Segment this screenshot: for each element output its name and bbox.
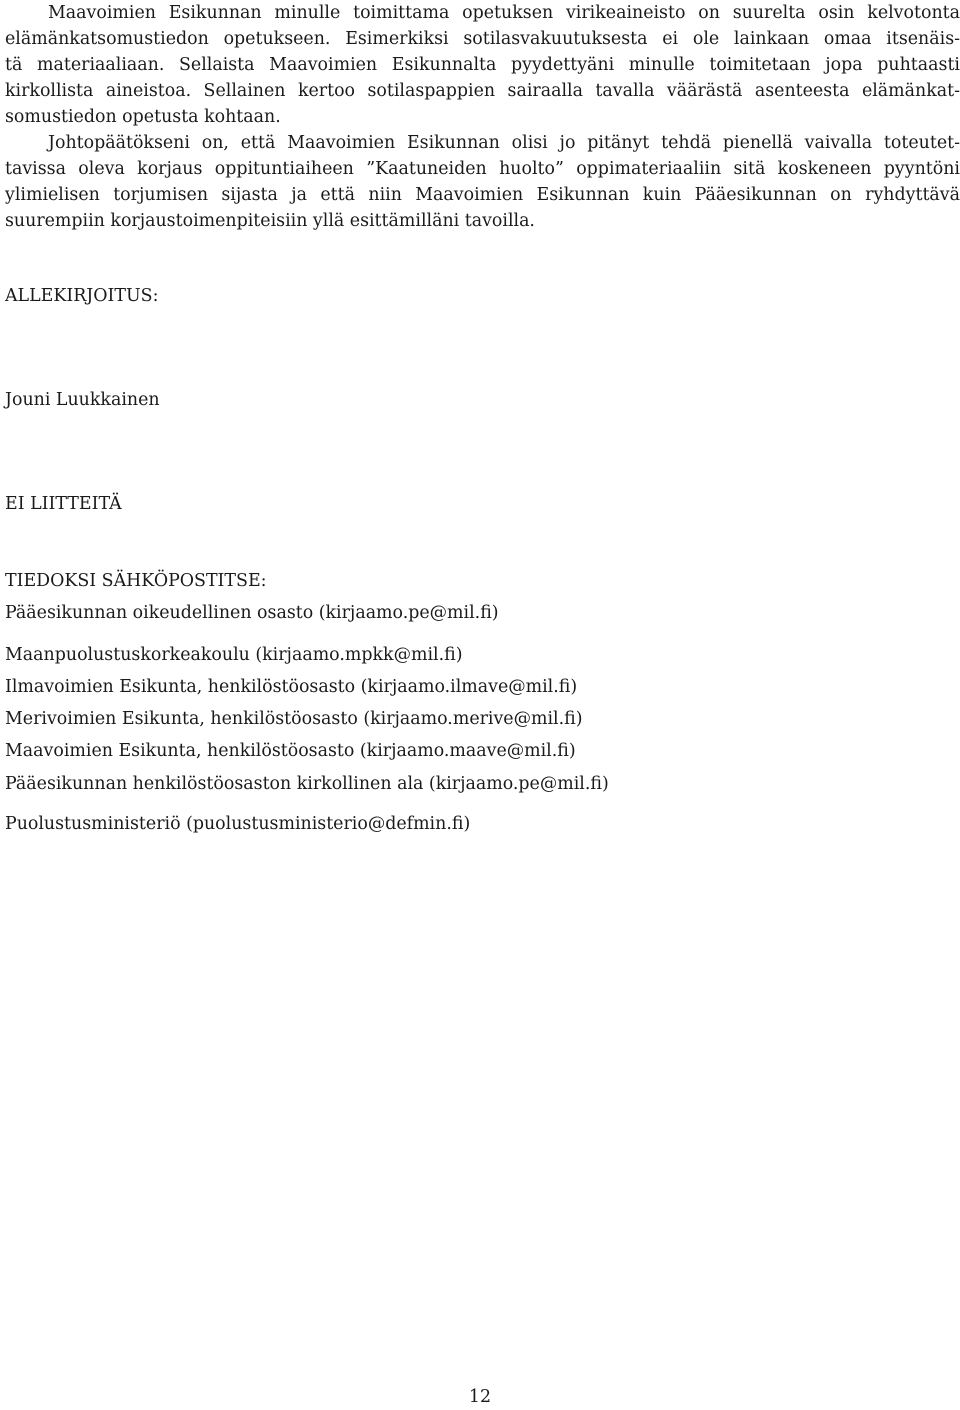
cc-recipient: Merivoimien Esikunta, henkilöstöosasto (kirjaamo.merive@mil.fi) bbox=[5, 709, 583, 729]
signature-label: ALLEKIRJOITUS: bbox=[5, 286, 159, 306]
body-line: elämänkatsomustiedon opetukseen. Esimerkiksi sotilasvakuutuksesta ei ole lainkaan omaa itsenäis- bbox=[5, 29, 960, 49]
cc-recipient: Pääesikunnan henkilöstöosaston kirkollinen ala (kirjaamo.pe@mil.fi) bbox=[5, 774, 609, 794]
body-text bbox=[5, 0, 960, 234]
cc-recipient: Puolustusministeriö (puolustusministerio@defmin.fi) bbox=[5, 814, 471, 834]
cc-recipient: Maavoimien Esikunta, henkilöstöosasto (kirjaamo.maave@mil.fi) bbox=[5, 741, 576, 761]
attachments-label: EI LIITTEITÄ bbox=[5, 494, 122, 514]
body-line: tavissa oleva korjaus oppituntiaiheen ”Kaatuneiden huolto” oppimateriaaliin sitä koskeneen pyyntöni bbox=[5, 159, 960, 179]
body-line: somustiedon opetusta kohtaan. bbox=[5, 107, 281, 127]
body-line: Johtopäätökseni on, että Maavoimien Esikunnan olisi jo pitänyt tehdä pienellä vaivalla toteutet- bbox=[48, 133, 960, 153]
body-line: kirkollista aineistoa. Sellainen kertoo sotilaspappien sairaalla tavalla väärästä asenteesta elämänkat- bbox=[5, 81, 960, 101]
cc-recipient: Ilmavoimien Esikunta, henkilöstöosasto (kirjaamo.ilmave@mil.fi) bbox=[5, 677, 578, 697]
signer-name: Jouni Luukkainen bbox=[5, 390, 160, 410]
cc-label: TIEDOKSI SÄHKÖPOSTITSE: bbox=[5, 571, 267, 591]
body-line: tä materiaaliaan. Sellaista Maavoimien Esikunnalta pyydettyäni minulle toimitetaan jopa puhtaasti bbox=[5, 55, 960, 75]
body-line: ylimielisen torjumisen sijasta ja että niin Maavoimien Esikunnan kuin Pääesikunnan on ryhdyttävä bbox=[5, 185, 960, 205]
cc-recipient: Maanpuolustuskorkeakoulu (kirjaamo.mpkk@mil.fi) bbox=[5, 645, 463, 665]
page-number: 12 bbox=[468, 1387, 492, 1407]
body-line: Maavoimien Esikunnan minulle toimittama opetuksen virikeaineisto on suurelta osin kelvotonta bbox=[48, 3, 960, 23]
cc-recipient: Pääesikunnan oikeudellinen osasto (kirjaamo.pe@mil.fi) bbox=[5, 603, 499, 623]
body-line: suurempiin korjaustoimenpiteisiin yllä esittämilläni tavoilla. bbox=[5, 211, 535, 231]
